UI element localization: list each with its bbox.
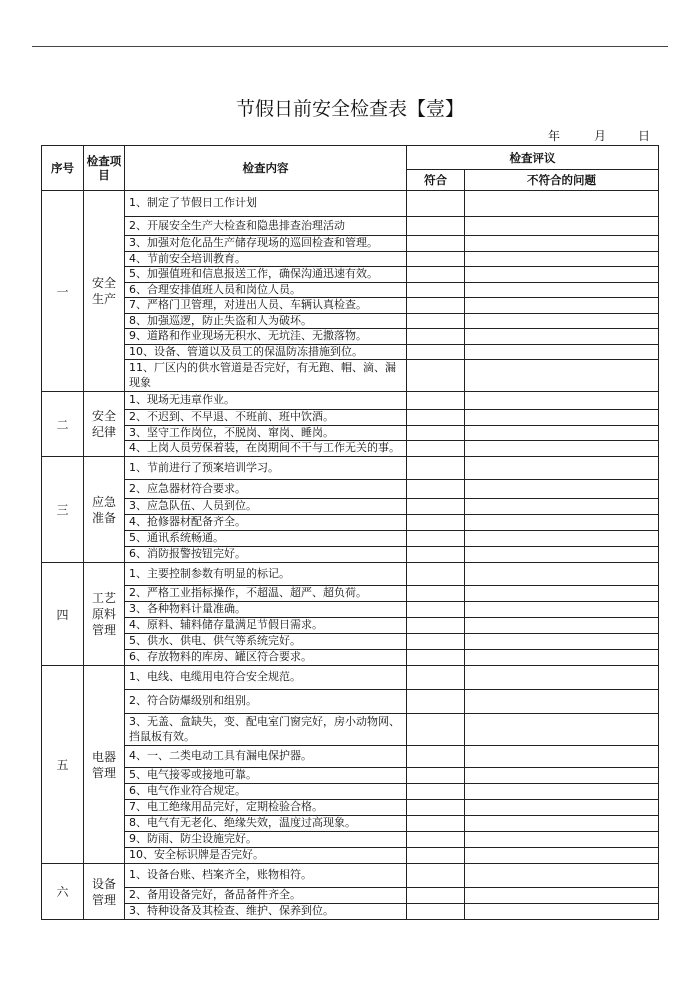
conform-cell[interactable] bbox=[407, 531, 465, 547]
issue-cell[interactable] bbox=[465, 864, 659, 888]
check-item-text: 1、电线、电缆用电符合安全规范。 bbox=[125, 666, 407, 690]
conform-cell[interactable] bbox=[407, 360, 465, 392]
issue-cell[interactable] bbox=[465, 515, 659, 531]
conform-cell[interactable] bbox=[407, 586, 465, 602]
header-issues: 不符合的问题 bbox=[465, 170, 659, 191]
table-row bbox=[42, 457, 659, 480]
table-row bbox=[42, 344, 659, 360]
issue-cell[interactable] bbox=[465, 531, 659, 547]
conform-cell[interactable] bbox=[407, 634, 465, 650]
table-row bbox=[42, 816, 659, 832]
inspection-table bbox=[41, 145, 659, 920]
table-row bbox=[42, 690, 659, 714]
check-item-text: 1、制定了节假日工作计划 bbox=[125, 191, 407, 217]
check-item-text: 3、无盖、盒缺失，变、配电室门窗完好，房小动物网、挡鼠板有效。 bbox=[125, 714, 407, 746]
issue-cell[interactable] bbox=[465, 888, 659, 904]
conform-cell[interactable] bbox=[407, 313, 465, 329]
issue-cell[interactable] bbox=[465, 690, 659, 714]
table-row bbox=[42, 313, 659, 329]
issue-cell[interactable] bbox=[465, 298, 659, 314]
check-item-text: 7、电工绝缘用品完好，定期检验合格。 bbox=[125, 800, 407, 816]
conform-cell[interactable] bbox=[407, 344, 465, 360]
issue-cell[interactable] bbox=[465, 410, 659, 426]
check-item-text: 8、加强巡逻，防止失盗和人为破坏。 bbox=[125, 313, 407, 329]
check-item-text: 1、现场无违章作业。 bbox=[125, 392, 407, 410]
conform-cell[interactable] bbox=[407, 515, 465, 531]
check-item-text: 4、原料、辅料储存量满足节假日需求。 bbox=[125, 618, 407, 634]
check-item-text: 9、道路和作业现场无积水、无坑洼、无撒落物。 bbox=[125, 329, 407, 345]
table-row bbox=[42, 298, 659, 314]
check-item-text: 6、合理安排值班人员和岗位人员。 bbox=[125, 282, 407, 298]
conform-cell[interactable] bbox=[407, 690, 465, 714]
check-item-text: 7、严格门卫管理，对进出人员、车辆认真检查。 bbox=[125, 298, 407, 314]
table-row bbox=[42, 425, 659, 441]
conform-cell[interactable] bbox=[407, 329, 465, 345]
issue-cell[interactable] bbox=[465, 904, 659, 920]
conform-cell[interactable] bbox=[407, 425, 465, 441]
check-item-text: 10、安全标识牌是否完好。 bbox=[125, 848, 407, 864]
section-category: 安全纪律 bbox=[84, 392, 125, 457]
check-item-text: 2、开展安全生产大检查和隐患排查治理活动 bbox=[125, 217, 407, 236]
issue-cell[interactable] bbox=[465, 618, 659, 634]
table-row bbox=[42, 800, 659, 816]
table-row bbox=[42, 563, 659, 586]
check-item-text: 4、抢修器材配备齐全。 bbox=[125, 515, 407, 531]
issue-cell[interactable] bbox=[465, 392, 659, 410]
conform-cell[interactable] bbox=[407, 392, 465, 410]
header-no: 序号 bbox=[42, 146, 84, 191]
issue-cell[interactable] bbox=[465, 499, 659, 515]
check-item-text: 2、不迟到、不早退、不班前、班中饮酒。 bbox=[125, 410, 407, 426]
section-category: 安全生产 bbox=[84, 191, 125, 392]
table-row bbox=[42, 888, 659, 904]
header-item: 检查项目 bbox=[84, 146, 125, 191]
issue-cell[interactable] bbox=[465, 480, 659, 499]
issue-cell[interactable] bbox=[465, 457, 659, 480]
conform-cell[interactable] bbox=[407, 282, 465, 298]
section-number: 三 bbox=[42, 457, 84, 563]
check-item-text: 2、备用设备完好，备品备件齐全。 bbox=[125, 888, 407, 904]
table-row bbox=[42, 784, 659, 800]
issue-cell[interactable] bbox=[465, 329, 659, 345]
conform-cell[interactable] bbox=[407, 563, 465, 586]
conform-cell[interactable] bbox=[407, 191, 465, 217]
conform-cell[interactable] bbox=[407, 602, 465, 618]
table-row bbox=[42, 634, 659, 650]
check-item-text: 1、设备台账、档案齐全，账物相符。 bbox=[125, 864, 407, 888]
date-line bbox=[0, 127, 700, 143]
check-item-text: 2、严格工业指标操作，不超温、超严、超负荷。 bbox=[125, 586, 407, 602]
conform-cell[interactable] bbox=[407, 888, 465, 904]
check-item-text: 4、节前安全培训教育。 bbox=[125, 251, 407, 267]
issue-cell[interactable] bbox=[465, 650, 659, 666]
check-item-text: 3、坚守工作岗位，不脱岗、窜岗、睡岗。 bbox=[125, 425, 407, 441]
section-category: 应急准备 bbox=[84, 457, 125, 563]
header-evaluation: 检查评议 bbox=[407, 146, 659, 170]
section-category: 电器管理 bbox=[84, 666, 125, 864]
check-item-text: 5、通讯系统畅通。 bbox=[125, 531, 407, 547]
table-row bbox=[42, 515, 659, 531]
conform-cell[interactable] bbox=[407, 267, 465, 283]
check-item-text: 6、电气作业符合规定。 bbox=[125, 784, 407, 800]
issue-cell[interactable] bbox=[465, 236, 659, 252]
date-day-label: 日 bbox=[638, 129, 651, 143]
conform-cell[interactable] bbox=[407, 251, 465, 267]
conform-cell[interactable] bbox=[407, 236, 465, 252]
conform-cell[interactable] bbox=[407, 441, 465, 457]
conform-cell[interactable] bbox=[407, 410, 465, 426]
issue-cell[interactable] bbox=[465, 666, 659, 690]
section-category: 设备管理 bbox=[84, 864, 125, 920]
table-row bbox=[42, 531, 659, 547]
issue-cell[interactable] bbox=[465, 848, 659, 864]
check-item-text: 1、节前进行了预案培训学习。 bbox=[125, 457, 407, 480]
top-rule bbox=[32, 46, 668, 47]
check-item-text: 6、消防报警按钮完好。 bbox=[125, 547, 407, 563]
check-item-text: 5、电气接零或接地可靠。 bbox=[125, 768, 407, 784]
table-row bbox=[42, 904, 659, 920]
table-row bbox=[42, 410, 659, 426]
issue-cell[interactable] bbox=[465, 313, 659, 329]
issue-cell[interactable] bbox=[465, 816, 659, 832]
issue-cell[interactable] bbox=[465, 832, 659, 848]
table-row bbox=[42, 360, 659, 392]
table-row bbox=[42, 191, 659, 217]
check-item-text: 10、设备、管道以及员工的保温防冻措施到位。 bbox=[125, 344, 407, 360]
conform-cell[interactable] bbox=[407, 618, 465, 634]
header-conform: 符合 bbox=[407, 170, 465, 191]
table-row bbox=[42, 746, 659, 768]
conform-cell[interactable] bbox=[407, 547, 465, 563]
conform-cell[interactable] bbox=[407, 480, 465, 499]
page-title: 节假日前安全检查表【壹】 bbox=[235, 98, 464, 120]
conform-cell[interactable] bbox=[407, 499, 465, 515]
issue-cell[interactable] bbox=[465, 768, 659, 784]
conform-cell[interactable] bbox=[407, 217, 465, 236]
table-row bbox=[42, 714, 659, 746]
header-content: 检查内容 bbox=[125, 146, 407, 191]
conform-cell[interactable] bbox=[407, 816, 465, 832]
issue-cell[interactable] bbox=[465, 602, 659, 618]
table-row bbox=[42, 547, 659, 563]
check-item-text: 4、上岗人员劳保着装，在岗期间不干与工作无关的事。 bbox=[125, 441, 407, 457]
table-row bbox=[42, 236, 659, 252]
issue-cell[interactable] bbox=[465, 746, 659, 768]
table-row bbox=[42, 602, 659, 618]
issue-cell[interactable] bbox=[465, 360, 659, 392]
table-row bbox=[42, 832, 659, 848]
date-year-label: 年 bbox=[548, 129, 561, 143]
table-row bbox=[42, 251, 659, 267]
issue-cell[interactable] bbox=[465, 251, 659, 267]
table-row bbox=[42, 848, 659, 864]
section-category: 工艺原料管理 bbox=[84, 563, 125, 666]
check-item-text: 6、存放物料的库房、罐区符合要求。 bbox=[125, 650, 407, 666]
table-row bbox=[42, 499, 659, 515]
table-body bbox=[42, 191, 659, 920]
issue-cell[interactable] bbox=[465, 191, 659, 217]
section-number: 二 bbox=[42, 392, 84, 457]
table-row bbox=[42, 217, 659, 236]
conform-cell[interactable] bbox=[407, 904, 465, 920]
conform-cell[interactable] bbox=[407, 800, 465, 816]
section-number: 五 bbox=[42, 666, 84, 864]
issue-cell[interactable] bbox=[465, 784, 659, 800]
issue-cell[interactable] bbox=[465, 800, 659, 816]
table-row bbox=[42, 586, 659, 602]
check-item-text: 4、一、二类电动工具有漏电保护器。 bbox=[125, 746, 407, 768]
conform-cell[interactable] bbox=[407, 650, 465, 666]
issue-cell[interactable] bbox=[465, 441, 659, 457]
section-number: 六 bbox=[42, 864, 84, 920]
section-number: 四 bbox=[42, 563, 84, 666]
table-row bbox=[42, 267, 659, 283]
check-item-text: 3、各种物料计量准确。 bbox=[125, 602, 407, 618]
table-row bbox=[42, 329, 659, 345]
table-row bbox=[42, 618, 659, 634]
conform-cell[interactable] bbox=[407, 666, 465, 690]
table-row bbox=[42, 666, 659, 690]
check-item-text: 3、特种设备及其检查、维护、保养到位。 bbox=[125, 904, 407, 920]
issue-cell[interactable] bbox=[465, 586, 659, 602]
conform-cell[interactable] bbox=[407, 848, 465, 864]
issue-cell[interactable] bbox=[465, 634, 659, 650]
table-row bbox=[42, 441, 659, 457]
check-item-text: 3、应急队伍、人员到位。 bbox=[125, 499, 407, 515]
conform-cell[interactable] bbox=[407, 864, 465, 888]
check-item-text: 2、符合防爆级别和组别。 bbox=[125, 690, 407, 714]
issue-cell[interactable] bbox=[465, 425, 659, 441]
check-item-text: 9、防雨、防尘设施完好。 bbox=[125, 832, 407, 848]
check-item-text: 1、主要控制参数有明显的标记。 bbox=[125, 563, 407, 586]
table-row bbox=[42, 392, 659, 410]
issue-cell[interactable] bbox=[465, 563, 659, 586]
check-item-text: 2、应急器材符合要求。 bbox=[125, 480, 407, 499]
conform-cell[interactable] bbox=[407, 746, 465, 768]
conform-cell[interactable] bbox=[407, 714, 465, 746]
issue-cell[interactable] bbox=[465, 714, 659, 746]
issue-cell[interactable] bbox=[465, 267, 659, 283]
issue-cell[interactable] bbox=[465, 344, 659, 360]
check-item-text: 8、电气有无老化、绝缘失效，温度过高现象。 bbox=[125, 816, 407, 832]
conform-cell[interactable] bbox=[407, 457, 465, 480]
check-item-text: 11、厂区内的供水管道是否完好，有无跑、帽、滴、漏现象 bbox=[125, 360, 407, 392]
table-row bbox=[42, 282, 659, 298]
issue-cell[interactable] bbox=[465, 282, 659, 298]
conform-cell[interactable] bbox=[407, 768, 465, 784]
issue-cell[interactable] bbox=[465, 547, 659, 563]
table-row bbox=[42, 768, 659, 784]
table-row bbox=[42, 864, 659, 888]
table-row bbox=[42, 650, 659, 666]
table-row bbox=[42, 480, 659, 499]
date-month-label: 月 bbox=[594, 129, 607, 143]
check-item-text: 3、加强对危化品生产储存现场的巡回检查和管理。 bbox=[125, 236, 407, 252]
conform-cell[interactable] bbox=[407, 832, 465, 848]
check-item-text: 5、加强值班和信息报送工作，确保沟通迅速有效。 bbox=[125, 267, 407, 283]
conform-cell[interactable] bbox=[407, 298, 465, 314]
check-item-text: 5、供水、供电、供气等系统完好。 bbox=[125, 634, 407, 650]
conform-cell[interactable] bbox=[407, 784, 465, 800]
issue-cell[interactable] bbox=[465, 217, 659, 236]
section-number: 一 bbox=[42, 191, 84, 392]
